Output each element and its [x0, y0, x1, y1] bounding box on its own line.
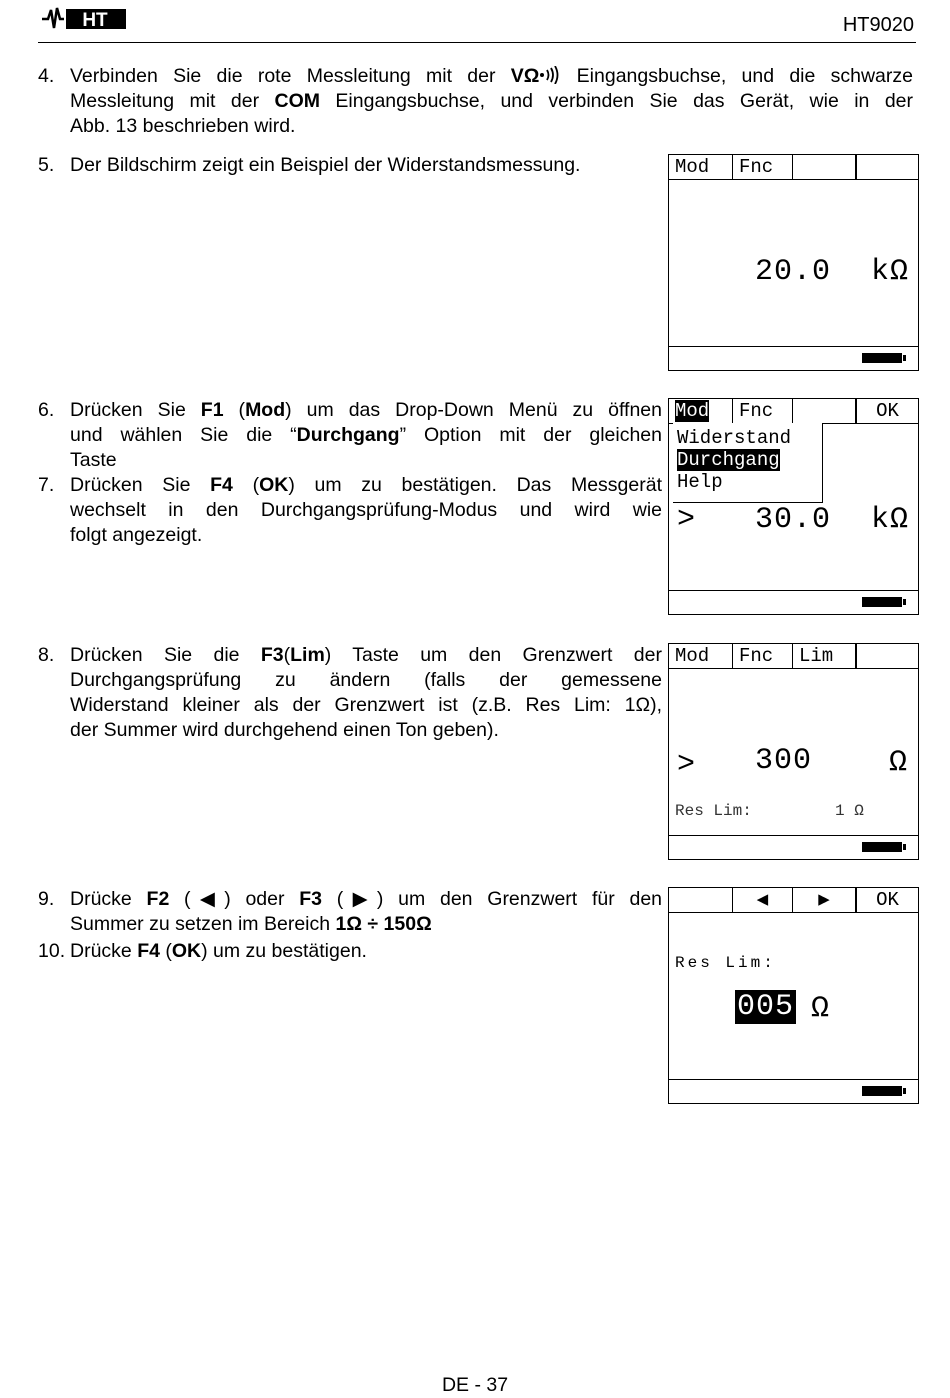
status-bar	[669, 590, 918, 614]
menu-item-widerstand[interactable]: Widerstand	[677, 427, 792, 449]
ht-logo	[40, 4, 130, 34]
function-key-bar	[669, 155, 918, 180]
page-header	[38, 0, 916, 43]
prefix-symbol: >	[677, 503, 697, 537]
limit-value[interactable]: 005	[737, 990, 795, 1024]
battery-icon	[862, 842, 902, 852]
res-lim-label: Res Lim:	[675, 802, 752, 820]
function-key-bar	[669, 644, 918, 669]
f3-key-label[interactable]	[793, 155, 856, 179]
res-lim-value: 1 Ω	[835, 802, 864, 820]
f2-key-label[interactable]: Fnc	[733, 155, 793, 179]
limit-unit: Ω	[811, 992, 831, 1026]
f3-key-right-arrow[interactable]: ▶	[793, 888, 856, 912]
f4-key-label[interactable]: OK	[856, 399, 918, 423]
battery-icon	[862, 1086, 902, 1096]
f3-key-label[interactable]	[793, 399, 856, 423]
lcd-screen-mode-menu	[668, 398, 919, 615]
status-bar	[669, 346, 918, 370]
measured-unit: Ω	[889, 746, 909, 780]
f1-key-label[interactable]: Mod	[669, 644, 733, 668]
battery-icon	[862, 353, 902, 363]
status-bar	[669, 835, 918, 859]
measured-value: 300	[755, 744, 813, 778]
lcd-screen-continuity	[668, 643, 919, 860]
function-key-bar	[669, 888, 918, 913]
f2-key-left-arrow[interactable]: ◀	[733, 888, 793, 912]
measured-unit: kΩ	[871, 503, 910, 537]
res-lim-label: Res Lim:	[675, 954, 776, 972]
function-key-bar	[669, 399, 918, 424]
page-number: DE - 37	[441, 1374, 509, 1396]
continuity-icon	[539, 66, 561, 84]
f4-key-label[interactable]: OK	[856, 888, 918, 912]
f3-key-label[interactable]: Lim	[793, 644, 856, 668]
f1-key-label[interactable]	[669, 888, 733, 912]
f1-key-label[interactable]: Mod	[669, 155, 733, 179]
f4-key-label[interactable]	[856, 644, 918, 668]
battery-icon	[862, 597, 902, 607]
measured-unit: kΩ	[871, 255, 910, 289]
lcd-screen-resistance	[668, 154, 919, 371]
measured-value: 20.0	[755, 255, 832, 289]
measured-value: 30.0	[755, 503, 832, 537]
f1-key-label[interactable]: Mod	[669, 399, 733, 423]
svg-text:HT: HT	[82, 10, 108, 31]
lcd-screen-limit-setting	[668, 887, 919, 1104]
status-bar	[669, 1079, 918, 1103]
f2-key-label[interactable]: Fnc	[733, 644, 793, 668]
prefix-symbol: >	[677, 748, 697, 782]
f4-key-label[interactable]	[856, 155, 918, 179]
menu-item-help[interactable]: Help	[677, 471, 723, 493]
f2-key-label[interactable]: Fnc	[733, 399, 793, 423]
model-name: HT9020	[842, 14, 914, 36]
menu-item-durchgang[interactable]: Durchgang	[677, 449, 780, 471]
dropdown-menu	[673, 423, 823, 503]
